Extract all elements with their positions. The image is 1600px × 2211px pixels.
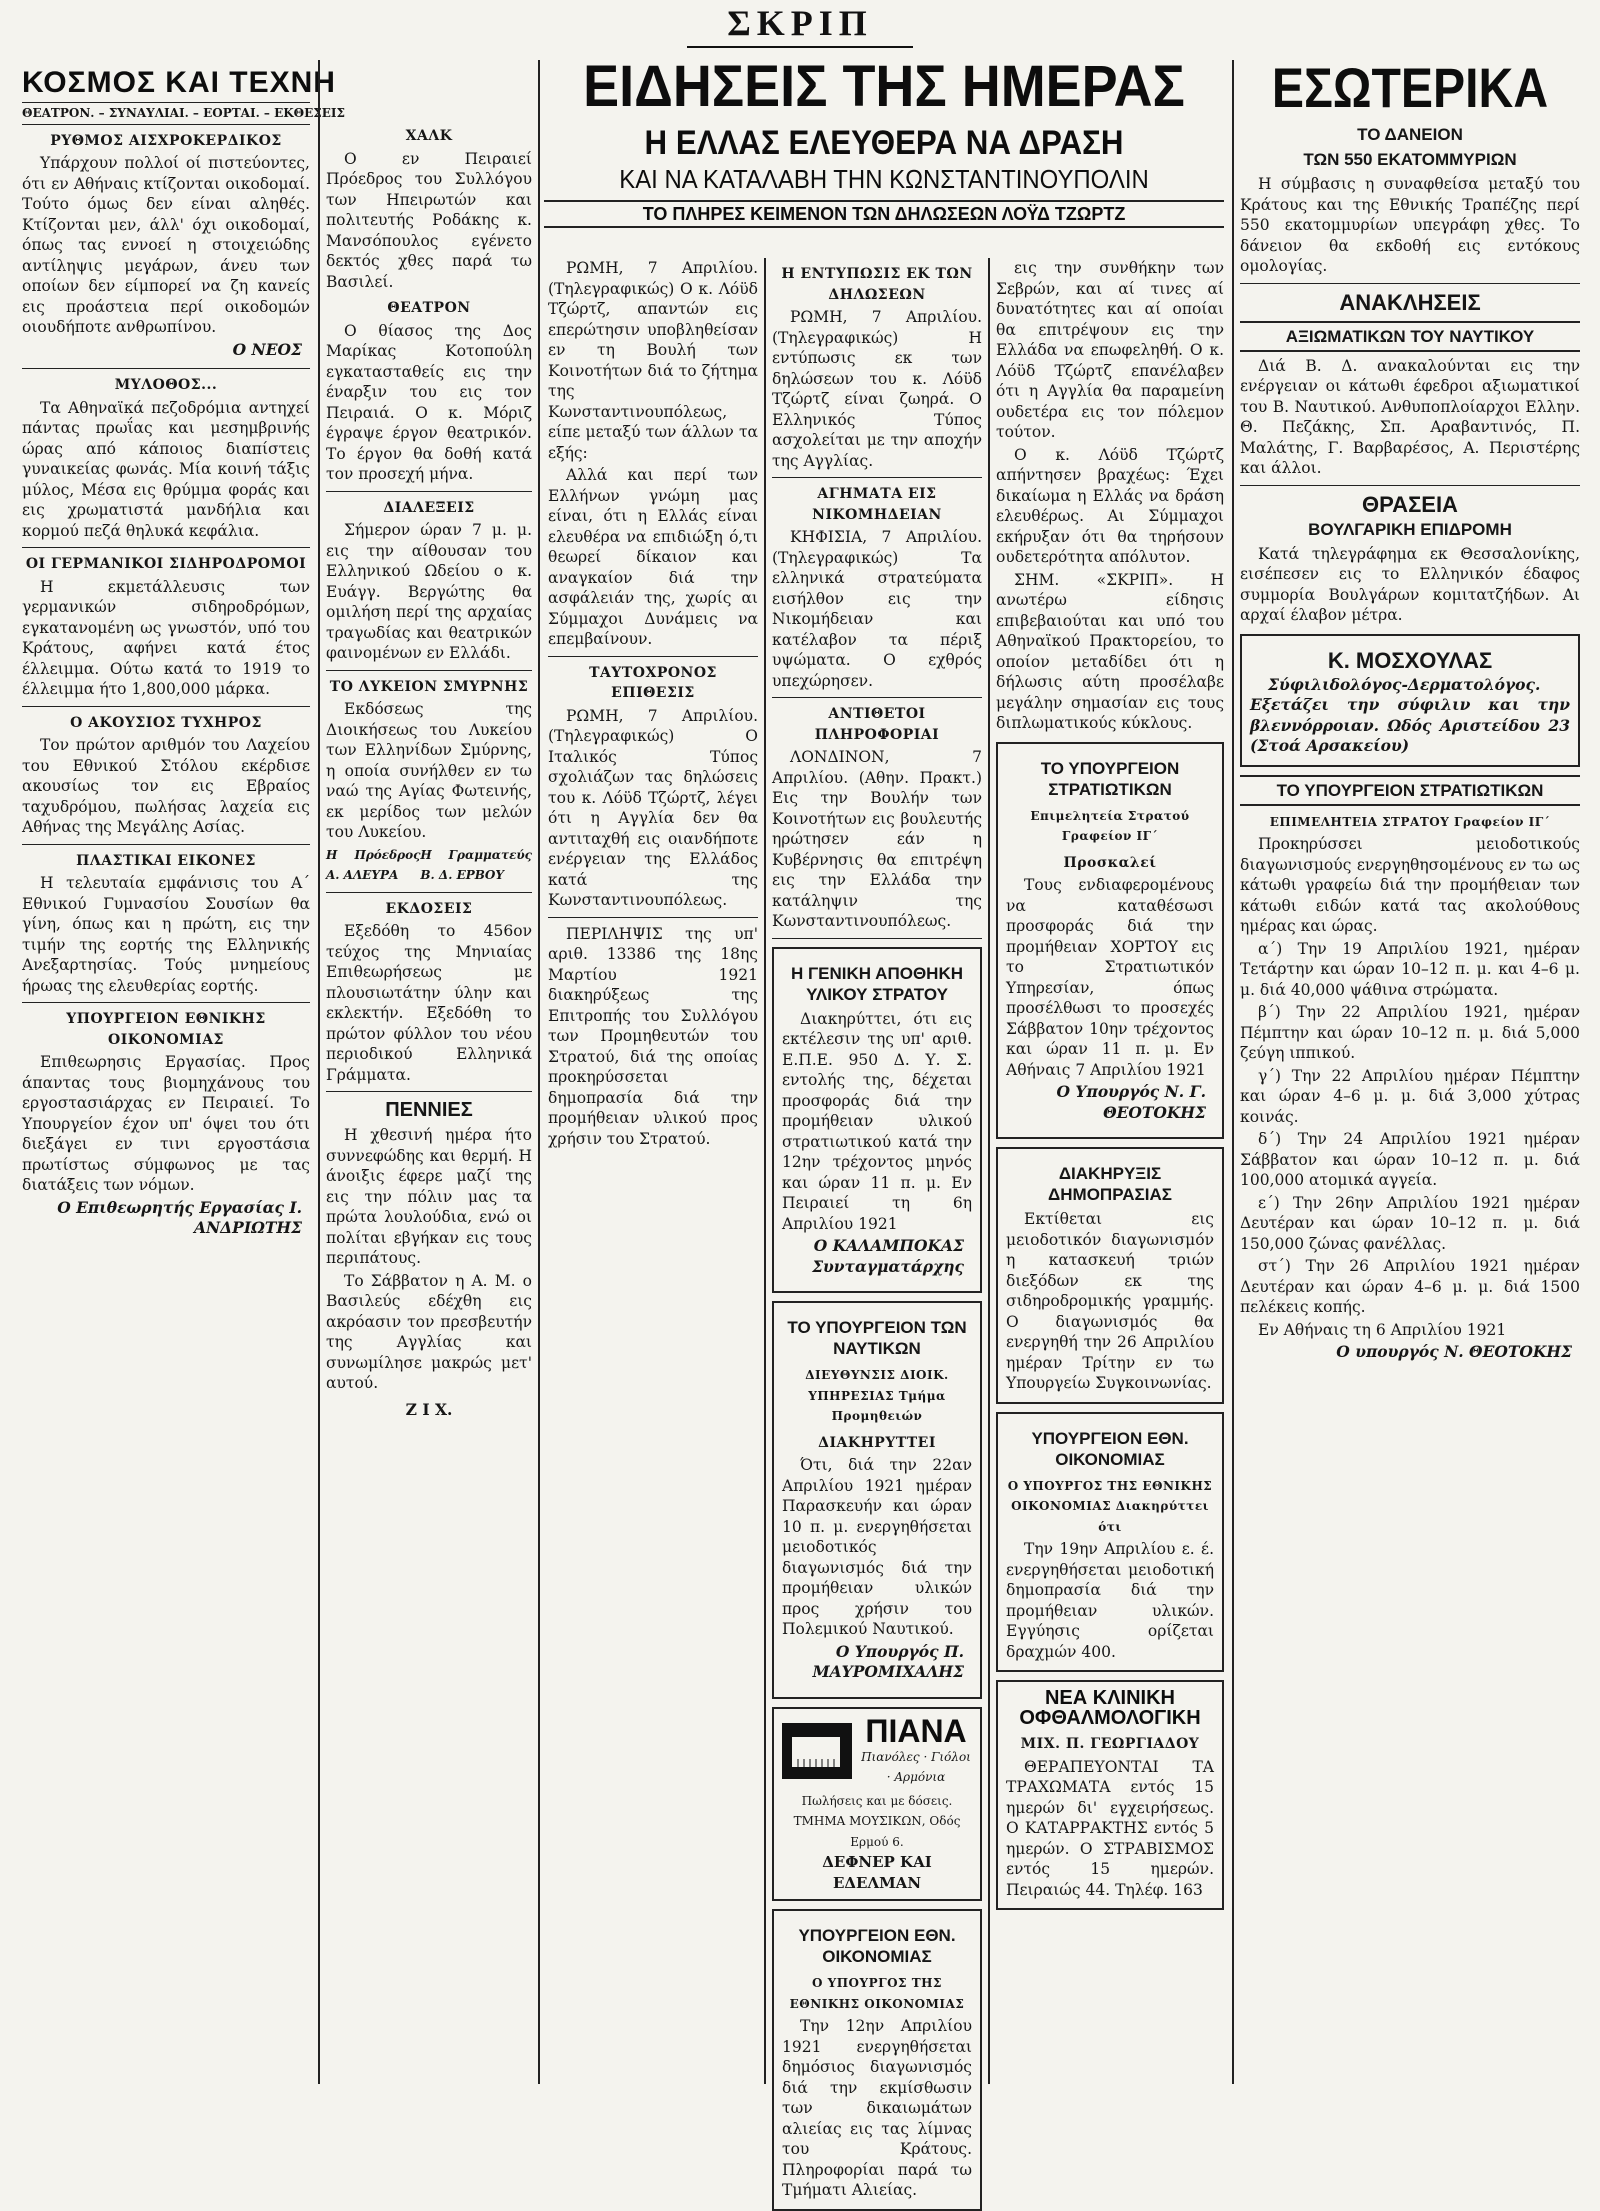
article-text: Το Σάββατον η Α. Μ. ο Βασιλεύς εδέχθη εις ακρόασιν τον πρεσβευτήν της Αγγλίας και συνωμίλησε μακρώς μετ' αυτού. (326, 1271, 532, 1392)
article-heading: ΕΚΔΟΣΕΙΣ (385, 900, 473, 917)
column-divider (538, 60, 540, 2084)
ad-text: Πωλήσεις και με δόσεις. ΤΜΗΜΑ ΜΟΥΣΙΚΩΝ, Οδός Ερμού 6. (793, 1793, 961, 1849)
ad-text: Σύφιλιδολόγος-Δερματολόγος. Εξετάζει την σύφιλιν και την βλεννόρροιαν. Ωδός Αριστείδου 23 (Στοά Αρσακείου) (1250, 674, 1570, 755)
article-heading: ΡΥΘΜΟΣ ΑΙΣΧΡΟΚΕΡΔΙΚΟΣ (50, 132, 282, 149)
article-heading: ΑΝΤΙΘΕΤΟΙ ΠΛΗΡΟΦΟΡΙΑΙ (814, 706, 940, 743)
article-text: Επιθεωρησις Εργασίας. Προς άπαντας τους βιομηχάνους του εργοστασιάρχας εν Πειραιεί. Το Υπουργείον έχον υπ' όψει του ότι διεξάγει εν τινι εργοστάσια πρωτίστως σύμφωνος με τας διατάξεις των νόμων. (22, 1053, 310, 1194)
ad-signature: Ο ΚΑΛΑΜΠΟΚΑΣ Συνταγματάρχης (812, 1236, 964, 1276)
ad-item: δ΄) Την 24 Απριλίου 1921 ημέραν Σάββατον και ώραν 10–12 π. μ. διά 100,000 ατομικά αγγεία. (1240, 1130, 1580, 1189)
headline-3: ΤΟ ΠΛΗΡΕΣ ΚΕΙΜΕΝΟΝ ΤΩΝ ΔΗΛΩΣΕΩΝ ΛΟΫΔ ΤΖΩΡΤΖ (544, 200, 1224, 228)
ad-title: ΤΟ ΥΠΟΥΡΓΕΙΟΝ ΤΩΝ ΝΑΥΤΙΚΩΝ (787, 1318, 967, 1358)
ad-subtitle: ΔΙΕΥΘΥΝΣΙΣ ΔΙΟΙΚ. ΥΠΗΡΕΣΙΑΣ Τμήμα Προμηθειών (805, 1368, 949, 1423)
ad-title: ΔΙΑΚΗΡΥΞΙΣ ΔΗΜΟΠΡΑΣΙΑΣ (1048, 1164, 1172, 1204)
article-text: Η εκμετάλλευσις των γερμανικών σιδηροδρόμων, εγκατανομένη ως γνωστόν, υπό του Κράτους, αφήνει κατά έτος έλλειμμα. Ούτω κατά το 1919 το έλλειμμα ήτο 1,800,000 μάρκα. (22, 577, 310, 698)
ad-text: Προκηρύσσει μειοδοτικούς διαγωνισμούς ενεργηθησομένους εν τω ως κάτωθι γραφείω διά την προμήθειαν των κάτωθι ειδών κατά τας ακολούθους ημέρας και ώρας. (1240, 835, 1580, 935)
column-esoterika (1240, 56, 1580, 2104)
column-end: Ζ Ι Χ. (405, 1399, 453, 1419)
article-subheading: ΑΞΙΩΜΑΤΙΚΩΝ ΤΟΥ ΝΑΥΤΙΚΟΥ (1240, 321, 1580, 352)
ad-title: Η ΓΕΝΙΚΗ ΑΠΟΘΗΚΗ ΥΛΙΚΟΥ ΣΤΡΑΤΟΥ (790, 963, 964, 1004)
ad-title: ΥΠΟΥΡΓΕΙΟΝ ΕΘΝ. ΟΙΚΟΝΟΜΙΑΣ (1031, 1428, 1189, 1469)
article-subheading: ΒΟΥΛΓΑΡΙΚΗ ΕΠΙΔΡΟΜΗ (1308, 519, 1512, 539)
article-heading: ΥΠΟΥΡΓΕΙΟΝ ΕΘΝΙΚΗΣ ΟΙΚΟΝΟΜΙΑΣ (66, 1011, 266, 1048)
article-text: ΡΩΜΗ, 7 Απριλίου. (Τηλεγραφικώς) Ο κ. Λόϋδ Τζώρτζ, απαντών εις επερώτησιν υποβληθείσαν εν τη Βουλή των Κοινοτήτων διά το ζήτημα της Κωνσταντινουπόλεως, είπε μεταξύ των άλλων τα εξής: (548, 259, 758, 462)
ad-text: ΘΕΡΑΠΕΥΟΝΤΑΙ ΤΑ ΤΡΑΧΩΜΑΤΑ εντός 15 ημερών δι' εγχειρήσεως. Ο ΚΑΤΑΡΡΑΚΤΗΣ εντός 5 ημερών. Ο ΣΤΡΑΒΙΣΜΟΣ εντός 15 ημερών. Πειραιώς 44. Τηλέφ. 163 (1006, 1757, 1214, 1899)
ad-item: α΄) Την 19 Απριλίου 1921, ημέραν Τετάρτην και ώραν 10–12 π. μ. και 4–6 μ. μ. διά 40,000 ψάθινα στρώματα. (1240, 939, 1580, 999)
column-news-c (996, 258, 1224, 2104)
ad-title: Κ. ΜΟΣΧΟΥΛΑΣ (1327, 647, 1493, 673)
article-text: Ο εν Πειραιεί Πρόεδρος του Συλλόγου των Ηπειρωτών και πολιτευτής Ροδάκης κ. Μανσόπουλος εγένετο δεκτός χθες παρά τω Βασιλεί. (326, 149, 532, 291)
article-heading: ΔΙΑΛΕΞΕΙΣ (383, 499, 475, 516)
article-text: Ο κ. Λόϋδ Τζώρτζ απήντησεν βραχέως: Έχει δικαίωμα η Ελλάς να δράση ελευθέρως. Αι Σύμμαχοι εκήρυξαν ότι θα τηρήσουν ουδετερότητα απόλυτον. (996, 445, 1224, 566)
column-chronika (326, 120, 532, 2104)
article-text: Σήμερον ώραν 7 μ. μ. εις την αίθουσαν του Ελληνικού Ωδείου ο κ. Ευάγγ. Βεργώτης θα ομιλήση περί της αρχαίας τραγωδίας και θεατρικών φαινομένων εν Ελλάδι. (326, 521, 532, 662)
article-text: ΠΕΡΙΛΗΨΙΣ της υπ' αριθ. 13386 της 18ης Μαρτίου 1921 διακηρύξεως της Επιτροπής του Συλλόγου των Προμηθευτών του Στρατού, διά της οποίας προκηρύσσεται δημοπρασία διά την προμήθειαν υλικού προς χρήσιν του Στρατού. (548, 924, 758, 1148)
section-title: ΕΣΩΤΕΡΙΚΑ (1271, 56, 1549, 119)
article-text: Η σύμβασις η συναφθείσα μεταξύ του Κράτους και της Εθνικής Τραπέζης περί 550 εκατομμυρίων υπεγράφη χθες. Το δάνειον θα εκδοθή εις εντόκους ομολογίας. (1240, 175, 1580, 275)
ad-subtitle: ΕΠΙΜΕΛΗΤΕΙΑ ΣΤΡΑΤΟΥ Γραφείον ΙΓ΄ (1269, 814, 1551, 829)
signature-secretary: Η Γραμματεύς Β. Δ. ΕΡΒΟΥ (420, 847, 532, 882)
ad-title: ΠΙΑΝΑ (865, 1712, 967, 1749)
article-heading: ΑΝΑΚΛΗΣΕΙΣ (1339, 289, 1481, 315)
ad-subtitle: Επιμελητεία Στρατού Γραφείον ΙΓ΄ (1030, 808, 1190, 843)
signature-president: Η Πρόεδρος Α. ΑΛΕΥΡΑ (326, 847, 421, 882)
ad-title: ΝΕΑ ΚΛΙΝΙΚΗ ΟΦΘΑΛΜΟΛΟΓΙΚΗ (1019, 1687, 1201, 1729)
masthead (0, 0, 1600, 50)
article-heading: ΤΟ ΔΑΝΕΙΟΝ (1357, 125, 1463, 144)
article-text: εις την συνθήκην των Σεβρών, και αί τινες αί δυνατότητες και αί οποίαι θα επιτρέψουν εις την Ελλάδα να επωφεληθή. Ο κ. Λόϋδ Τζώρτζ επανέλαβεν ότι η Αγγλία θα παραμείνη ουδετέρα εις τον πόλεμον τούτον. (996, 259, 1224, 441)
article-text: Τον πρώτον αριθμόν του Λαχείου του Εθνικού Στόλου εκέρδισε ακουσίως τον εις Εβραίος ταχυδρόμου, πωλήσας λαχεία εις Αθήνας της Μεγάλης Ασίας. (22, 736, 310, 836)
ad-text: Τους ενδιαφερομένους να καταθέσωσι προσφοράς διά την προμήθειαν ΧΟΡΤΟΥ εις το Στρατιωτικόν Υπηρεσίαν, όπως προσέλθωσι το προσεχές Σάββατον 10ην τρέχοντος και ώραν 11 π. μ. Εν Αθήναις 7 Απριλίου 1921 (1006, 876, 1214, 1079)
article-text: Αλλά και περί των Ελλήνων γνώμη μας είναι, ότι η Ελλάς είναι ελευθέρα να επιδιώξη ό,τι θεωρεί δίκαιον και αναγκαίον διά την ασφάλειάν της, χωρίς αι Σύμμαχοι Δυνάμεις να επεμβαίνουν. (548, 466, 758, 648)
center-headlines (544, 54, 1224, 228)
article-text: ΛΟΝΔΙΝΟΝ, 7 Απριλίου. (Αθην. Πρακτ.) Εις την Βουλήν των Κοινοτήτων εις βουλευτής ηρώτησεν εάν η Κυβέρνησις θα επιτρέψη εις την Ελλάδα την κατάληψιν της Κωνσταντινουπόλεως. (772, 748, 982, 930)
column-divider (988, 258, 990, 2084)
article-signature: Ο Επιθεωρητής Εργασίας Ι. ΑΝΔΡΙΩΤΗΣ (57, 1197, 302, 1237)
ad-heading: ΔΙΑΚΗΡΥΤΤΕΙ (818, 1434, 936, 1451)
ad-subtitle: Πιανόλες · Γιόλοι · Αρμόνια (861, 1749, 971, 1784)
ad-date: Εν Αθήναις τη 6 Απριλίου 1921 (1258, 1320, 1507, 1339)
ad-text: Την 19ην Απριλίου ε. έ. ενεργηθήσεται μειοδοτική δημοπρασία διά την προμήθειαν υλικών. Εγγύησις ορίζεται δραχμών 400. (1006, 1540, 1214, 1661)
article-text: Εξεδόθη το 456ον τεύχος της Μηνιαίας Επιθεωρήσεως με πλουσιωτάτην ύλην και εκλεκτήν. Εξεδόθη το πρώτον φύλλον του νέου περιοδικού Ελληνικά Γράμματα. (326, 922, 532, 1084)
ad-item: γ΄) Την 22 Απριλίου ημέραν Πέμπτην και ώραν 4–6 μ. μ. διά 3,000 χύτρας κοινάς. (1240, 1066, 1580, 1126)
piano-icon (782, 1723, 852, 1779)
article-heading: ΘΕΑΤΡΟΝ (387, 300, 471, 316)
ad-text: Ότι, διά την 22αν Απριλίου 1921 ημέραν Παρασκευήν και ώραν 10 π. μ. ενεργηθήσεται μειοδοτικός διαγωνισμός διά την προμήθειαν υλικών προς χρήσιν του Πολεμικού Ναυτικού. (782, 1456, 972, 1638)
article-text: Εκδόσεως της Διοικήσεως του Λυκείου των Ελληνίδων Σμύρνης, η οποία συνήλθεν εν τω ναώ της Αγίας Φωτεινής, εκ μερίδος των μελών του Λυκείου. (326, 700, 532, 841)
advertisement-pianos (772, 1707, 982, 1902)
ad-subtitle: Ο ΥΠΟΥΡΓΟΣ ΤΗΣ ΕΘΝΙΚΗΣ ΟΙΚΟΝΟΜΙΑΣ (789, 1976, 965, 2011)
ad-brand: ΔΕΦΝΕΡ ΚΑΙ ΕΔΕΛΜΑΝ (822, 1853, 932, 1892)
column-kosmos-kai-texni (22, 60, 346, 2104)
advertisement-economy-ministry (772, 1909, 982, 2211)
column-divider (1232, 60, 1234, 2084)
article-text: ΡΩΜΗ, 7 Απριλίου. (Τηλεγραφικώς) Η εντύπωσις εκ των δηλώσεων του κ. Λόϋδ Τζώρτζ είναι ζωηρά. Ο Ελληνικός Τύπος ασχολείται με την αποχήν της Αγγλίας. (772, 308, 982, 470)
ad-item: στ΄) Την 26 Απριλίου 1921 ημέραν Δευτέραν και ώραν 4–6 μ. μ. διά 1500 πελέκεις κοπής. (1240, 1257, 1580, 1316)
main-banner: ΕΙΔΗΣΕΙΣ ΤΗΣ ΗΜΕΡΑΣ (583, 54, 1185, 119)
column-divider (318, 60, 320, 2084)
ad-signature: Ο υπουργός Ν. ΘΕΟΤΟΚΗΣ (1336, 1342, 1572, 1361)
ad-title: ΤΟ ΥΠΟΥΡΓΕΙΟΝ ΣΤΡΑΤΙΩΤΙΚΩΝ (1240, 775, 1580, 806)
article-subheading: ΤΩΝ 550 ΕΚΑΤΟΜΜΥΡΙΩΝ (1303, 150, 1517, 169)
article-signature: Ο ΝΕΟΣ (232, 339, 302, 359)
article-heading: ΑΓΗΜΑΤΑ ΕΙΣ ΝΙΚΟΜΗΔΕΙΑΝ (812, 486, 942, 523)
article-text: Ο θίασος της Δος Μαρίκας Κοτοπούλη εγκατασταθείς εις την έναρξιν του εις τον Πειραιά. Ο κ. Μόριζ έγραψε έργον θεατρικόν. Το έργον θα δοθή κατά τον προσεχή μήνα. (326, 321, 532, 483)
article-heading: ΜΥΛΟΘΟΣ... (114, 377, 218, 393)
ad-text: Εκτίθεται εις μειοδοτικόν διαγωνισμόν η κατασκευή τριών διεξόδων εκ της σιδηροδρομικής γραμμής. Ο διαγωνισμός θα ενεργηθή την 26 Απριλίου ημέραν Τρίτην εν τω Υπουργείω Συγκοινωνίας. (1006, 1210, 1214, 1392)
article-heading: Ο ΑΚΟΥΣΙΟΣ ΤΥΧΗΡΟΣ (70, 714, 262, 731)
ad-subtitle: ΜΙΧ. Π. ΓΕΩΡΓΙΑΔΟΥ (1020, 1736, 1200, 1752)
article-text: Τα Αθηναϊκά πεζοδρόμια αντηχεί πάντας πρωΐας και μεσημβρινής ώρας από κάποιος διαπίστεις γυναικείας φωνάς. Μία κοινή τάξις μύλος, Μέσα εις θρύμμα φοράς και εις χρωματιστά μανδήλια και κορμού πεζά θηλυκά κεφάλια. (22, 398, 310, 540)
article-text: ΣΗΜ. «ΣΚΡΙΠ». Η ανωτέρω είδησις επιβεβαιούται και υπό του Αθηναϊκού Πρακτορείου, το οποίον μεταδίδει ότι η δήλωσις αύτη προσέλαβε μεγάλην σημασίαν εις τους διπλωματικούς κύκλους. (996, 570, 1224, 732)
advertisement-eye-clinic (996, 1680, 1224, 1910)
ad-title: ΥΠΟΥΡΓΕΙΟΝ ΕΘΝ. ΟΙΚΟΝΟΜΙΑΣ (798, 1926, 956, 1966)
advertisement-general-depot (772, 947, 982, 1294)
article-heading: ΤΑΥΤΟΧΡΟΝΟΣ ΕΠΙΘΕΣΙΣ (589, 664, 717, 701)
advertisement-auction (996, 1147, 1224, 1404)
advertisement-naval-ministry (772, 1301, 982, 1699)
ad-signature: Ο Υπουργός Π. ΜΑΥΡΟΜΙΧΑΛΗΣ (812, 1641, 964, 1681)
headline-2: ΚΑΙ ΝΑ ΚΑΤΑΛΑΒΗ ΤΗΝ ΚΩΝΣΤΑΝΤΙΝΟΥΠΟΛΙΝ (619, 164, 1149, 194)
article-text: Υπάρχουν πολλοί οί πιστεύοντες, ότι εν Αθήναις κτίζονται οικοδομαί. Τούτο όμως δεν είναι αληθές. Κτίζονται μεν, άλλ' όχι οικοδομαί, όπως τας εννοεί η στοιχειώδης αντίληψις μεγάρων, άνευ των οποίων δεν είμπορεί να ζη κανείς εις προάστεια περί οικοδομών οιουδήποτε ανθρωπίνου. (22, 154, 310, 336)
article-text: Διά Β. Δ. ανακαλούνται εις την ενέργειαν οι κάτωθι έφεδροι αξιωματικοί του Β. Ναυτικού. Ανθυποπλοίαρχοι Ελλην. Θ. Πεζάκης, Σπ. Αραβαντινός, Π. Μαλάτης, Γ. Βαρβαρέσος, Α. Περιστέρης και άλλοι. (1240, 356, 1580, 477)
article-heading: ΤΟ ΛΥΚΕΙΟΝ ΣΜΥΡΝΗΣ (329, 678, 529, 695)
column-divider (764, 258, 766, 2084)
article-heading: ΠΕΝΝΙΕΣ (385, 1099, 473, 1121)
column-news-a (548, 258, 758, 2104)
article-text: Κατά τηλεγράφημα εκ Θεσσαλονίκης, εισέπεσεν εις το Ελληνικόν έδαφος συμμορία Βουλγάρων κομιτατζήδων. Αι αρχαί έλαβον μέτρα. (1240, 544, 1580, 624)
column-news-b (772, 258, 982, 2199)
advertisement-war-ministry (996, 742, 1224, 1140)
ad-subtitle: Ο ΥΠΟΥΡΓΟΣ ΤΗΣ ΕΘΝΙΚΗΣ ΟΙΚΟΝΟΜΙΑΣ Διακηρύττει ότι (1007, 1478, 1213, 1534)
ad-heading: Προσκαλεί (1063, 854, 1157, 871)
ad-signature: Ο Υπουργός Ν. Γ. ΘΕΟΤΟΚΗΣ (1056, 1082, 1206, 1122)
article-text: Η χθεσινή ημέρα ήτο συννεφώδης και θερμή. Η άνοιξις έφερε μαζί της εις την πόλιν μας τα πρώτα λουλούδια, ενώ οι πολίται εβγήκαν εις τους περιπάτους. (326, 1126, 532, 1267)
article-heading: ΧΑΛΚ (405, 128, 453, 144)
article-text: Η τελευταία εμφάνισις του Α΄ Εθνικού Γυμνασίου Σουσίων θα γίνη, όπως και η πρώτη, εις την τιμήν της εορτής της Ελληνικής Ανεξαρτησίας. Τούς μνημείους ήρωας της ελευθερίας εορτής. (22, 874, 310, 995)
article-heading: ΟΙ ΓΕΡΜΑΝΙΚΟΙ ΣΙΔΗΡΟΔΡΟΜΟΙ (25, 556, 307, 572)
headline-1: Η ΕΛΛΑΣ ΕΛΕΥΘΕΡΑ ΝΑ ΔΡΑΣΗ (644, 124, 1124, 162)
article-heading: ΠΛΑΣΤΙΚΑΙ ΕΙΚΟΝΕΣ (76, 852, 256, 869)
ad-item: β΄) Την 22 Απριλίου 1921, ημέραν Πέμπτην και ώραν 10–12 π. μ. διά 5,000 ζεύγη ιππικού. (1240, 1003, 1580, 1062)
article-heading: ΘΡΑΣΕΙΑ (1362, 491, 1458, 517)
article-text: ΚΗΦΙΣΙΑ, 7 Απριλίου. (Τηλεγραφικώς) Τα ελληνικά στρατεύματα εισήλθον εις την Νικομήδειαν και κατέλαβον τα πέριξ υψώματα. Ο εχθρός υπεχώρησεν. (772, 528, 982, 690)
ad-title: ΤΟ ΥΠΟΥΡΓΕΙΟΝ ΣΤΡΑΤΙΩΤΙΚΩΝ (1040, 758, 1180, 799)
section-title: ΚΟΣΜΟΣ ΚΑΙ ΤΕΧΝΗ (22, 66, 336, 99)
article-text: ΡΩΜΗ, 7 Απριλίου. (Τηλεγραφικώς) Ο Ιταλικός Τύπος σχολιάζων τας δηλώσεις του κ. Λόϋδ Τζώρτζ, λέγει ότι η Αγγλία δεν θα αντιταχθή εις οιανδήποτε ενέργειαν της Ελλάδος κατά της Κωνσταντινουπόλεως. (548, 706, 758, 909)
ad-item: ε΄) Την 26ην Απριλίου 1921 ημέραν Δευτέραν και ώραν 10–12 π. μ. διά 150,000 ζώνας φανέλλας. (1240, 1193, 1580, 1253)
ad-text: Διακηρύττει, ότι εις εκτέλεσιν της υπ' αριθ. Ε.Π.Ε. 950 Δ. Υ. Σ. εντολής της, δέχεται προσφοράς διά την προμήθειαν υλικού στρατιωτικού κατά την 12ην τρέχοντος μηνός και ώραν 11 π. μ. Εν Πειραιεί τη 6η Απριλίου 1921 (782, 1009, 972, 1233)
advertisement-economy-ministry-2 (996, 1412, 1224, 1673)
advertisement-doctor (1240, 634, 1580, 767)
section-subtitle: ΘΕΑΤΡΟΝ. – ΣΥΝΑΥΛΙΑΙ. – ΕΟΡΤΑΙ. – ΕΚΘΕΣΕΙΣ (22, 102, 310, 125)
article-heading: Η ΕΝΤΥΠΩΣΙΣ ΕΚ ΤΩΝ ΔΗΛΩΣΕΩΝ (781, 266, 973, 303)
ad-text: Την 12ην Απριλίου 1921 ενεργηθήσεται δημόσιος διαγωνισμός διά την εκμίσθωσιν των δικαιωμάτων αλιείας εις τας λίμνας του Κράτους. Πληροφορίαι παρά τω Τμήματι Αλιείας. (782, 2017, 972, 2199)
newspaper-name: ΣΚΡΙΠ (687, 0, 913, 48)
